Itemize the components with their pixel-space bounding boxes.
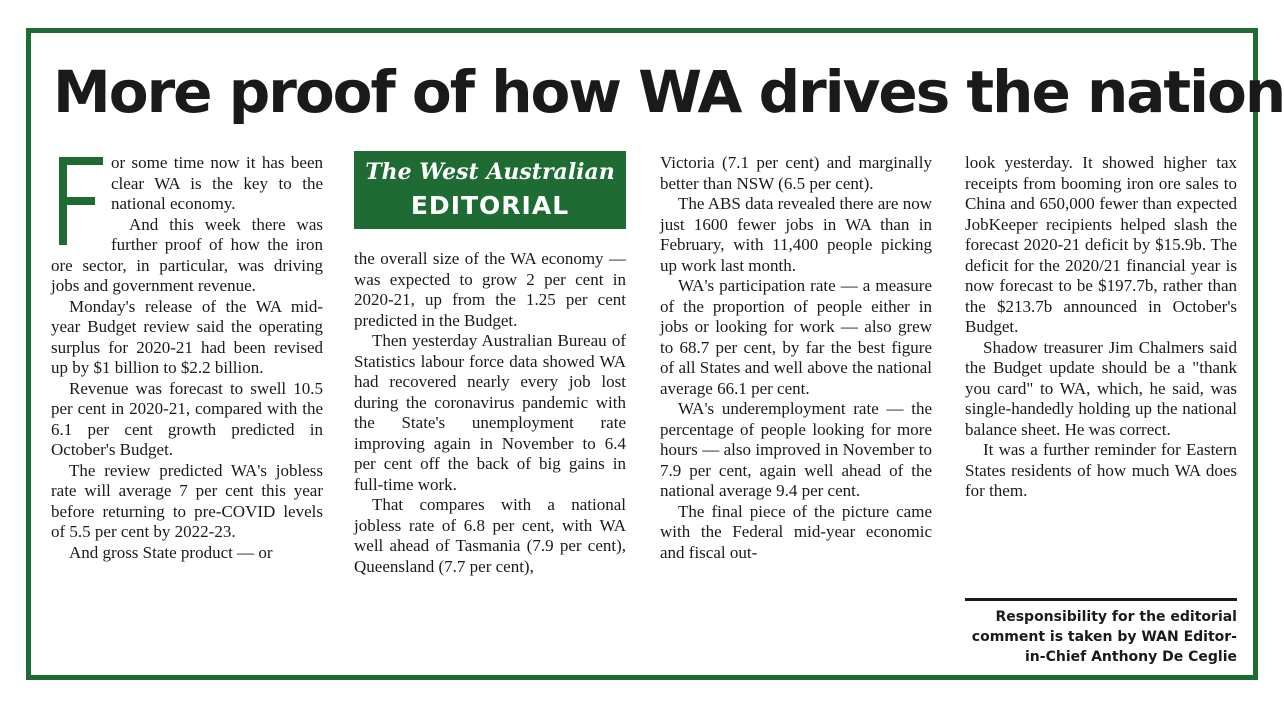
drop-cap-f — [51, 153, 107, 245]
column-1 — [51, 153, 323, 563]
paragraph: And this week there was further proof of how the iron ore sector, in particular, was driving jobs and government revenue. — [51, 214, 323, 295]
paragraph: The final piece of the picture came with the Federal mid-year economic and fiscal out- — [660, 501, 932, 562]
paragraph: WA's participation rate — a measure of the proportion of people either in jobs or looking for work — also grew to 68.7 per cent, by far the best figure of all States and well above the national average 66.1 per cent. — [660, 276, 932, 398]
paragraph: Shadow treasurer Jim Chalmers said the Budget update should be a "thank you card" to WA, which, he said, was single-handedly holding up the national balance sheet. He was correct. — [965, 337, 1237, 439]
paragraph: Revenue was forecast to swell 10.5 per cent in 2020-21, compared with the 6.1 per cent growth predicted in October's Budget. — [51, 378, 323, 459]
paragraph: Victoria (7.1 per cent) and marginally better than NSW (6.5 per cent). — [660, 153, 932, 193]
headline: More proof of how WA drives the nation — [53, 58, 1284, 126]
paragraph: Then yesterday Australian Bureau of Statistics labour force data showed WA had recovered nearly every job lost during the coronavirus pandemic with the State's unemployment rate improving again in November to 6.4 per cent off the back of big gains in full-time work. — [354, 331, 626, 494]
paragraph: WA's underemployment rate — the percentage of people looking for more hours — also improved in November to 7.9 per cent, again well ahead of the national average 9.4 per cent. — [660, 399, 932, 500]
paragraph: And gross State product — or — [69, 542, 273, 562]
paragraph: It was a further reminder for Eastern States residents of how much WA does for them. — [965, 440, 1237, 500]
paragraph: or some time now it has been clear WA is the key to the national economy. — [111, 153, 323, 213]
credit-divider — [965, 598, 1237, 601]
masthead-name: The West Australian — [365, 159, 615, 185]
paragraph: Monday's release of the WA mid-year Budget review said the operating surplus for 2020-21 had been revised up by $1 billion to $2.2 billion. — [51, 296, 323, 377]
column-3 — [660, 153, 932, 563]
editorial-frame — [26, 28, 1284, 680]
paragraph: the overall size of the WA economy — was expected to grow 2 per cent in 2020-21, up from the 1.25 per cent predicted in the Budget. — [354, 249, 626, 330]
paragraph: The ABS data revealed there are now just 1600 fewer jobs in WA than in February, with 11,400 people picking up work last month. — [660, 194, 932, 275]
masthead-logo — [354, 151, 626, 229]
editorial-credit: Responsibility for the editorial comment is taken by WAN Editor-in-Chief Anthony De Ceglie — [971, 609, 1237, 665]
column-4 — [965, 153, 1237, 502]
paragraph: look yesterday. It showed higher tax receipts from booming iron ore sales to China and 650,000 fewer than expected JobKeeper recipients helped slash the forecast 2020-21 deficit by $15.9b. The deficit for the 2020/21 financial year is now forecast to be $197.7b, rather than the $213.7b announced in October's Budget. — [965, 153, 1237, 336]
section-label: EDITORIAL — [410, 191, 570, 220]
column-2 — [354, 249, 626, 577]
paragraph: That compares with a national jobless rate of 6.8 per cent, with WA well ahead of Tasmania (7.9 per cent), Queensland (7.7 per cent), — [354, 495, 626, 576]
paragraph: The review predicted WA's jobless rate will average 7 per cent this year before returning to pre-COVID levels of 5.5 per cent by 2022-23. — [51, 460, 323, 541]
